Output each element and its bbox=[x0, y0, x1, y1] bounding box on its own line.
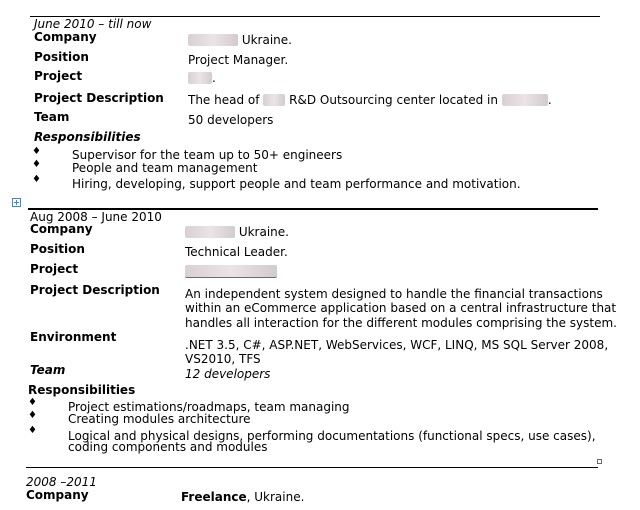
environment-line: .NET 3.5, C#, ASP.NET, WebServices, WCF, LINQ, MS SQL Server 2008, bbox=[185, 338, 609, 352]
responsibilities-label-2: Responsibilities bbox=[28, 383, 136, 397]
resize-handle-icon[interactable] bbox=[597, 459, 602, 464]
company-value-3: Freelance, Ukraine. bbox=[181, 490, 305, 504]
responsibility-item: Creating modules architecture bbox=[68, 412, 251, 426]
bullet-icon: ♦ bbox=[28, 425, 37, 436]
table-move-handle-icon[interactable] bbox=[12, 198, 21, 207]
project-label-1: Project bbox=[34, 69, 83, 83]
responsibility-item: Logical and physical designs, performing documentations (functional specs, use cases), bbox=[68, 429, 596, 443]
description-line: An independent system designed to handle the financial transactions bbox=[185, 287, 603, 301]
responsibilities-label-1: Responsibilities bbox=[34, 130, 141, 144]
redacted-block bbox=[188, 34, 238, 46]
project-value-1: . bbox=[188, 71, 216, 85]
period-1: June 2010 – till now bbox=[34, 17, 152, 31]
section-divider bbox=[26, 467, 598, 468]
period-3: 2008 –2011 bbox=[26, 475, 97, 489]
team-value-1: 50 developers bbox=[188, 113, 274, 127]
responsibility-continuation: coding components and modules bbox=[68, 440, 268, 454]
period-2: Aug 2008 – June 2010 bbox=[30, 210, 162, 224]
position-value-1: Project Manager. bbox=[188, 53, 289, 67]
redacted-block bbox=[263, 94, 285, 106]
description-label-2: Project Description bbox=[30, 283, 160, 297]
environment-line: VS2010, TFS bbox=[185, 352, 261, 366]
project-label-2: Project bbox=[30, 262, 79, 276]
redacted-block bbox=[502, 94, 548, 106]
description-label-1: Project Description bbox=[34, 91, 164, 105]
responsibility-item: Project estimations/roadmaps, team managing bbox=[68, 400, 350, 414]
responsibility-item: Hiring, developing, support people and team performance and motivation. bbox=[72, 177, 521, 191]
bullet-icon: ♦ bbox=[32, 174, 41, 185]
environment-label-2: Environment bbox=[30, 330, 117, 344]
bullet-icon: ♦ bbox=[32, 159, 41, 170]
position-value-2: Technical Leader. bbox=[185, 245, 288, 259]
project-value-2 bbox=[185, 265, 277, 279]
team-label-1: Team bbox=[34, 110, 70, 124]
redacted-block bbox=[185, 265, 277, 278]
redacted-block bbox=[185, 226, 235, 238]
company-label-1: Company bbox=[34, 30, 97, 44]
company-value-2: Ukraine. bbox=[185, 225, 289, 239]
company-label-3: Company bbox=[26, 488, 89, 502]
team-value-2: 12 developers bbox=[185, 367, 271, 381]
team-label-2: Team bbox=[30, 363, 66, 377]
responsibility-item: People and team management bbox=[72, 161, 258, 175]
description-value-1: The head of R&D Outsourcing center located in . bbox=[188, 93, 552, 107]
bullet-icon: ♦ bbox=[32, 146, 41, 157]
company-value-1: Ukraine. bbox=[188, 33, 292, 47]
position-label-1: Position bbox=[34, 50, 89, 64]
bullet-icon: ♦ bbox=[28, 397, 37, 408]
position-label-2: Position bbox=[30, 242, 85, 256]
redacted-block bbox=[188, 72, 212, 84]
company-label-2: Company bbox=[30, 222, 93, 236]
responsibility-item: Supervisor for the team up to 50+ engineers bbox=[72, 148, 343, 162]
description-line: within an eCommerce application based on a central infrastructure that bbox=[185, 301, 617, 315]
bullet-icon: ♦ bbox=[28, 410, 37, 421]
description-line: handles all interaction for the different modules comprising the system. bbox=[185, 316, 617, 330]
